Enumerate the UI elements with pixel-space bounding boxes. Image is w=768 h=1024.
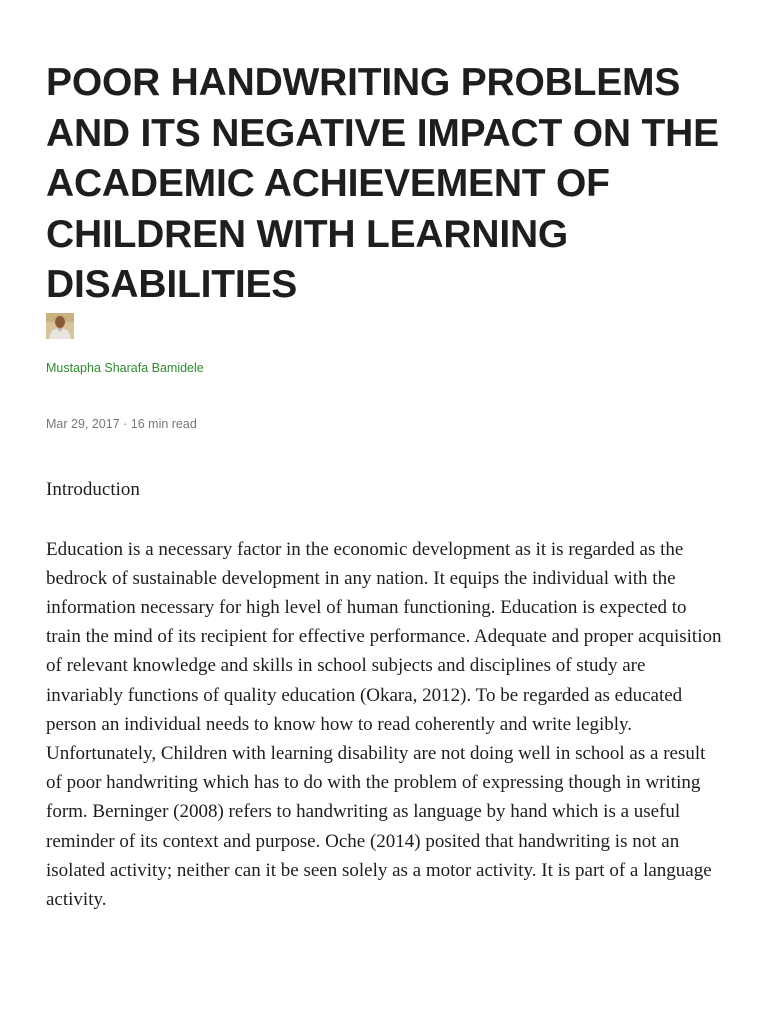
paragraph: Education is a necessary factor in the economic development as it is regarded as the bedrock of sustainable development in any nation. It equips the individual with the information necessary for high level of human functioning. Education is expected to train the mind of its recipient for effective performance. Adequate and proper acquisition of relevant knowledge and skills in school subjects and disciplines of study are invariably functions of quality education (Okara, 2012). To be regarded as educated person an individual needs to know how to read coherently and write legibly. [46,538,722,735]
paragraph: Unfortunately, Children with learning disability are not doing well in school as a result of poor handwriting which has to do with the problem of expressing though in writing form. Berninger (2008) refers to handwriting as language by hand which is a useful reminder of its context and purpose. Oche (2014) posited that handwriting is not an isolated activity; neither can it be seen solely as a motor activity. It is part of a language activity. [46,742,712,910]
author-avatar[interactable] [46,313,74,339]
section-heading: Introduction [46,478,140,500]
article-page [0,58,768,1024]
article-body [46,535,722,915]
article-meta [46,416,722,432]
publish-date: Mar 29, 2017 [46,416,120,431]
meta-separator: · [119,416,131,431]
avatar-photo-icon [46,313,74,339]
author-name-link[interactable]: Mustapha Sharafa Bamidele [46,360,204,375]
read-time: 16 min read [130,416,197,431]
article-title: POOR HANDWRITING PROBLEMS AND ITS NEGATIVE IMPACT ON THE ACADEMIC ACHIEVEMENT OF CHILDREN WITH LEARNING DISABILITIES [46,61,719,306]
